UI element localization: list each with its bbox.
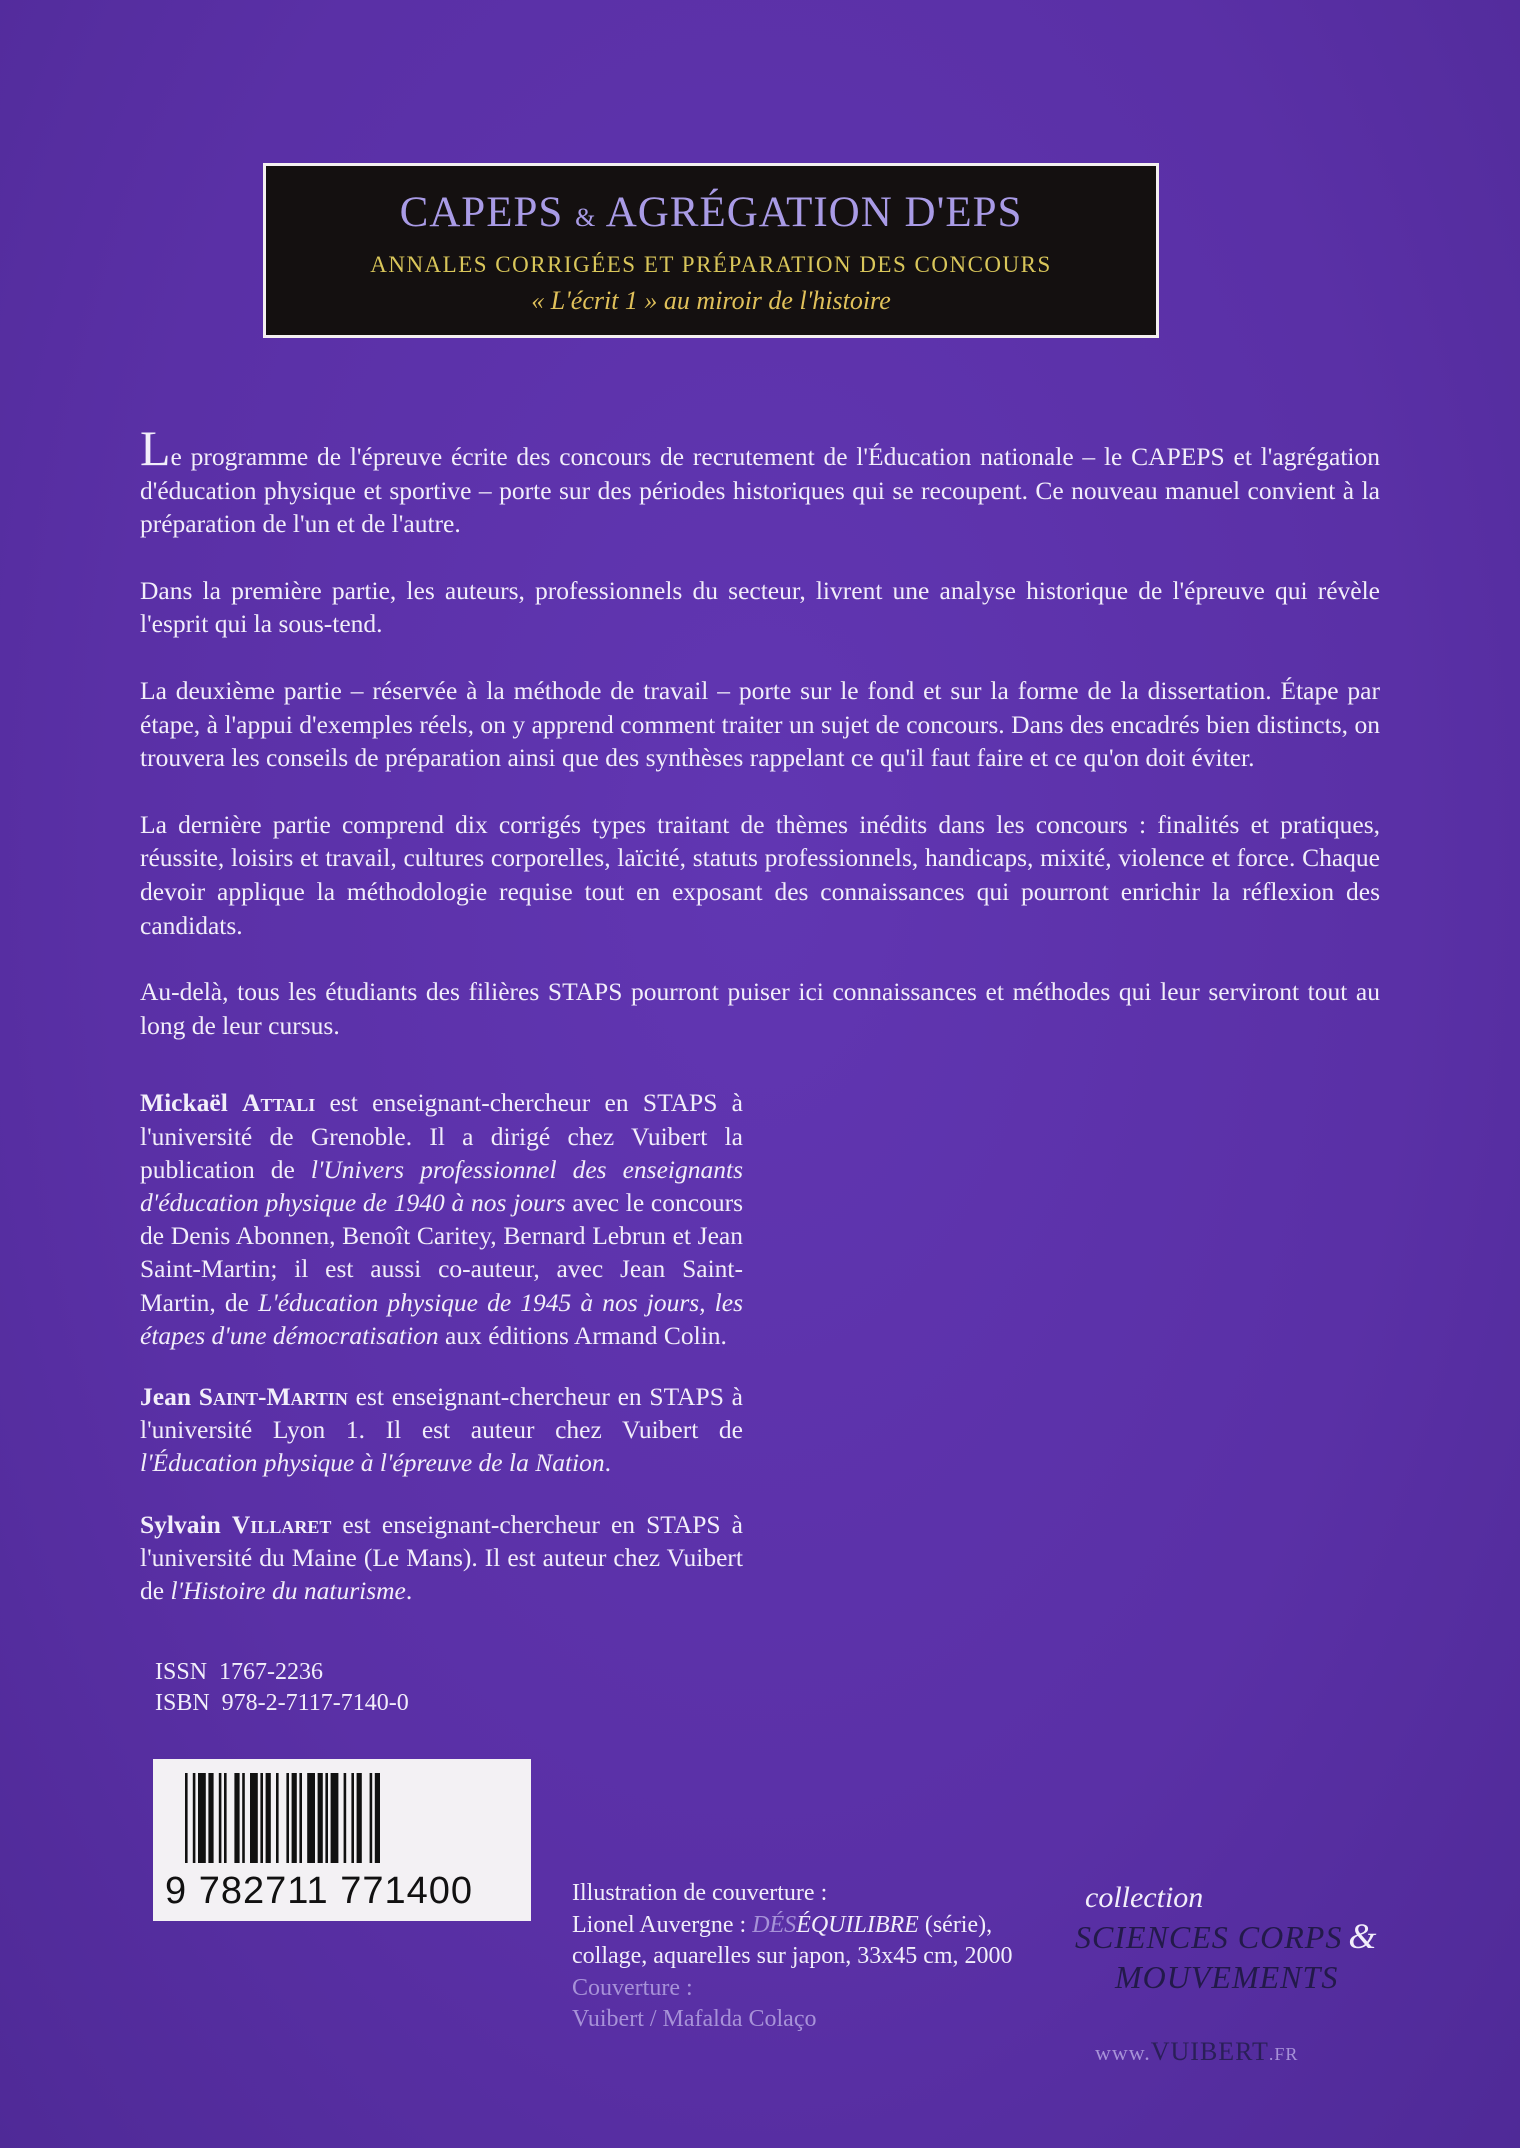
author-bios xyxy=(140,1086,743,1607)
barcode-bar xyxy=(370,1773,373,1863)
barcode-bar xyxy=(325,1773,328,1863)
barcode-bar xyxy=(286,1773,289,1863)
logo-text: SCIENCES CORPS xyxy=(1075,1919,1343,1955)
logo-amp: & xyxy=(1348,1916,1377,1956)
author-bio: Sylvain Villaret est enseignant-chercheur en STAPS à l'université du Maine (Le Mans). Il est auteur chez Vuibert de l'Histoire du naturisme. xyxy=(140,1509,744,1605)
barcode-bar xyxy=(185,1773,188,1863)
collection-logo xyxy=(1075,1880,1415,1997)
website: www.VUIBERT.FR xyxy=(1095,2037,1299,2066)
barcode-bar xyxy=(331,1773,339,1863)
issn: ISSN 1767-2236 xyxy=(155,1659,324,1686)
author-bio: Mickaël Attali est enseignant-chercheur en STAPS à l'université de Grenoble. Il a dirigé chez Vuibert la publication de l'Univers professionnel des enseignants d'éducation physique de 1940 à nos jours avec le concours de Denis Abonnen, Benoît Caritey, Bernard Lebrun et Jean Saint-Martin; il est aussi co-auteur, avec Jean Saint-Martin, de L'éducation physique de 1945 à nos jours, les étapes d'une démocratisation aux éditions Armand Colin. xyxy=(140,1088,743,1350)
barcode-digits: 9 782711 771400 xyxy=(165,1870,474,1913)
barcode-bar xyxy=(234,1773,239,1863)
barcode-bar xyxy=(198,1773,206,1863)
author-bio: Jean Saint-Martin est enseignant-chercheur en STAPS à l'université Lyon 1. Il est auteur chez Vuibert de l'Éducation physique à l'épreuve de la Nation. xyxy=(140,1381,743,1478)
cover-label: Couverture : xyxy=(572,1974,693,2001)
cover-credits xyxy=(572,1878,1042,2036)
book-subtitle: ANNALES CORRIGÉES ET PRÉPARATION DES CONCOURS xyxy=(370,252,1052,277)
drop-cap: L xyxy=(140,420,171,476)
barcode-bars xyxy=(183,1773,503,1863)
title-part: AGRÉGATION D'EPS xyxy=(605,189,1023,236)
isbn: ISBN 978-2-7117-7140-0 xyxy=(155,1690,409,1717)
barcode-bar xyxy=(292,1773,297,1863)
logo-text: collection xyxy=(1085,1881,1204,1914)
barcode-bar xyxy=(344,1773,347,1863)
barcode-bar xyxy=(250,1773,258,1863)
paragraph: La dernière partie comprend dix corrigés types traitant de thèmes inédits dans les concours : finalités et pratiques, réussite, loisirs et travail, cultures corporelles, laïcité, statuts professionnels, handicaps, mixité, violence et force. Chaque devoir applique la méthodologie requise tout en exposant des connaissances qui pourront enrichir la réflexion des candidats. xyxy=(140,809,1380,940)
barcode-bar xyxy=(299,1773,302,1863)
barcode-bar xyxy=(219,1773,222,1863)
barcode-bar xyxy=(375,1773,380,1863)
title-part: CAPEPS xyxy=(399,189,564,236)
barcode-bar xyxy=(193,1773,196,1863)
paragraph-text: e programme de l'épreuve écrite des concours de recrutement de l'Éducation nationale – le CAPEPS et l'agrégation d'éducation physique et sportive – porte sur des périodes historiques qui se recoupent. Ce nouveau manuel convient à la préparation de l'un et de l'autre. xyxy=(140,442,1380,539)
title-amp: & xyxy=(575,203,597,232)
title-box xyxy=(263,163,1159,338)
paragraph: Dans la première partie, les auteurs, professionnels du secteur, livrent une analyse historique de l'épreuve qui révèle l'esprit qui la sous-tend. xyxy=(140,575,1380,639)
barcode-bar xyxy=(266,1773,271,1863)
book-tagline: « L'écrit 1 » au miroir de l'histoire xyxy=(531,286,891,315)
paragraph: La deuxième partie – réservée à la méthode de travail – porte sur le fond et sur la forme de la dissertation. Étape par étape, à l'appui d'exemples réels, on y apprend comment traiter un sujet de concours. Dans des encadrés bien distincts, on trouvera les conseils de préparation ainsi que des synthèses rappelant ce qu'il faut faire et ce qu'on doit éviter. xyxy=(140,675,1380,773)
barcode-bar xyxy=(318,1773,323,1863)
barcode-bar xyxy=(208,1773,213,1863)
barcode-bar xyxy=(351,1773,354,1863)
main-column xyxy=(140,420,1380,1921)
barcode-bar xyxy=(224,1773,227,1863)
barcode-bar xyxy=(276,1773,279,1863)
barcode-bar xyxy=(307,1773,315,1863)
paragraph: Au-delà, tous les étudiants des filières STAPS pourront puiser ici connaissances et méthodes qui leur serviront tout au long de leur cursus. xyxy=(140,977,1380,1040)
illustration-credit: Lionel Auvergne : DÉSÉQUILIBRE (série), collage, aquarelles sur japon, 33x45 cm, 2000 xyxy=(572,1911,1013,1969)
barcode-bar xyxy=(242,1773,245,1863)
illustration-label: Illustration de couverture : xyxy=(572,1880,828,1906)
identifiers xyxy=(155,1657,555,1719)
paragraph xyxy=(140,420,1380,541)
barcode-bar xyxy=(357,1773,362,1863)
barcode xyxy=(153,1759,531,1921)
book-title xyxy=(266,188,1156,243)
blurb xyxy=(140,420,1380,1042)
cover-credit: Vuibert / Mafalda Colaço xyxy=(572,2006,817,2032)
barcode-bar xyxy=(260,1773,263,1863)
logo-text: MOUVEMENTS xyxy=(1115,1959,1339,1995)
